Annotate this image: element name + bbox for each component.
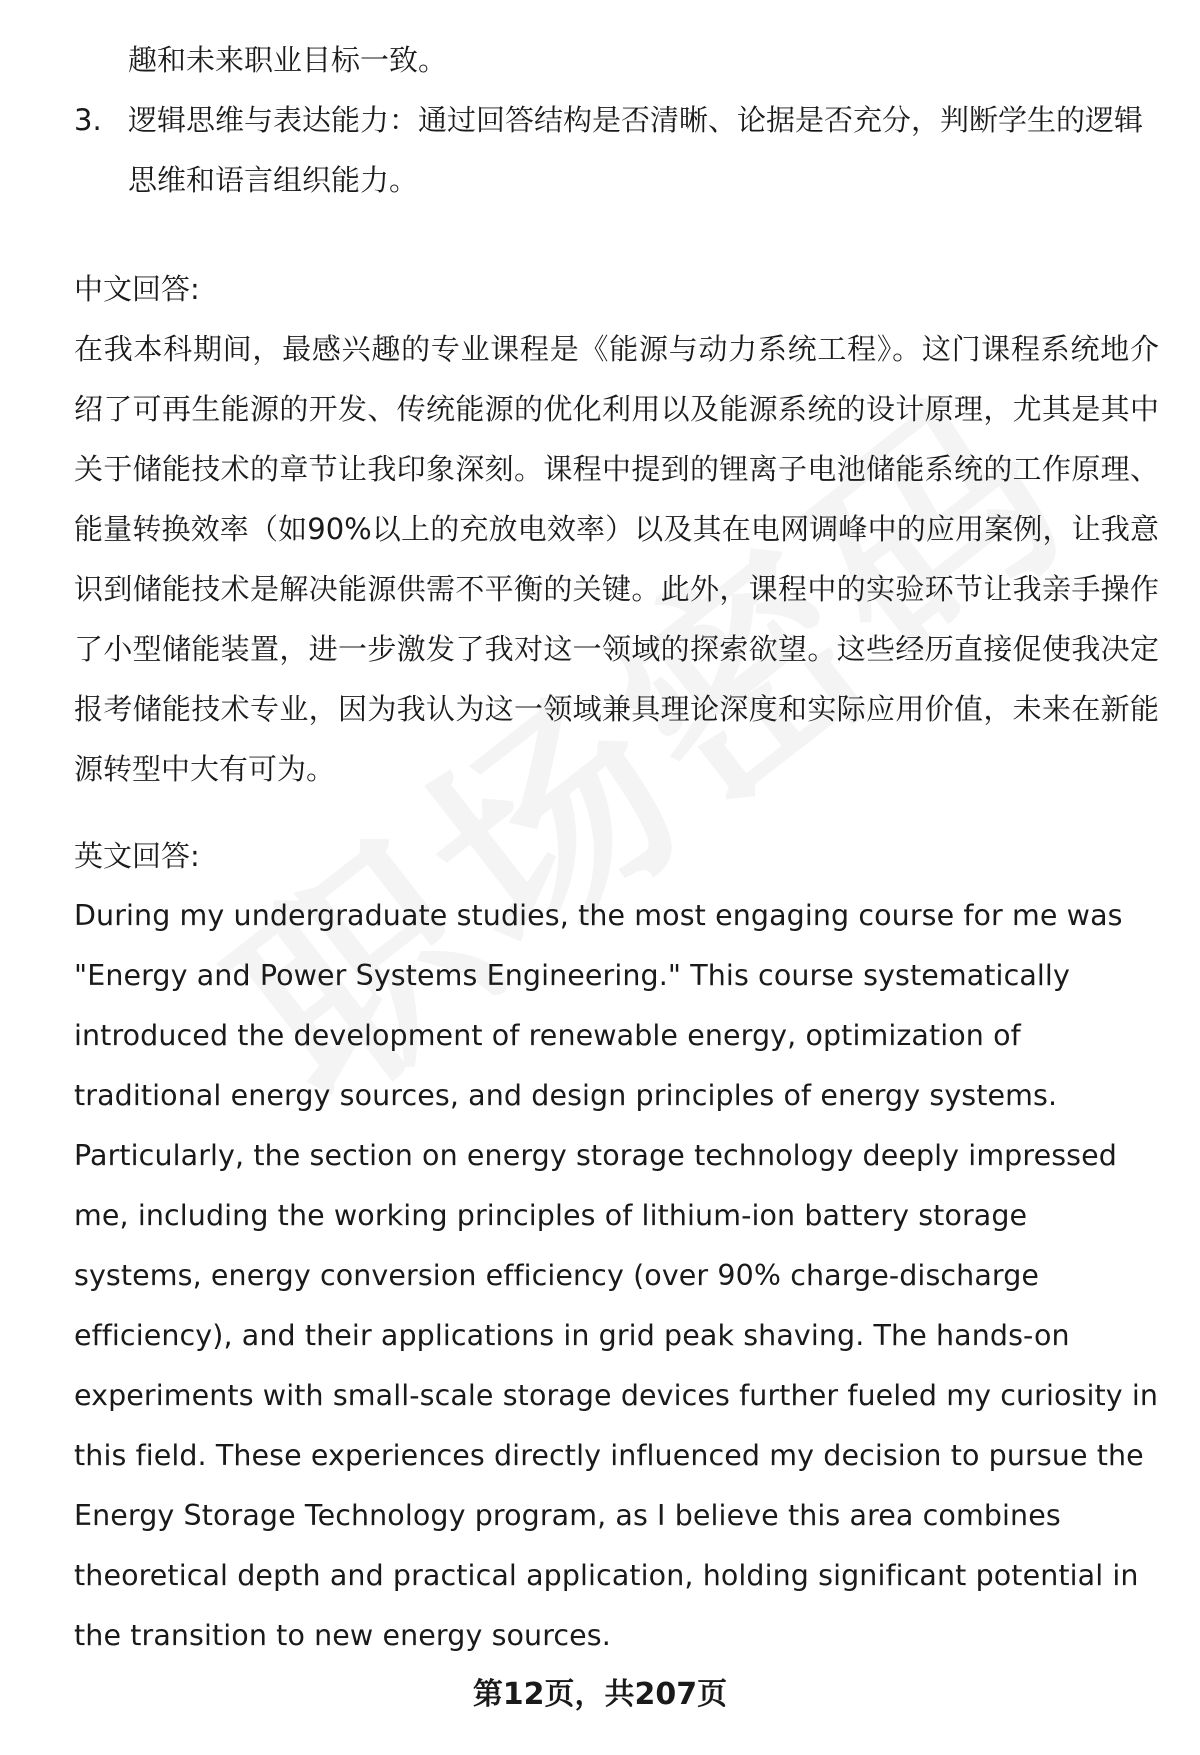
list-number: 3. [74, 103, 102, 137]
list-item-text: 逻辑思维与表达能力：通过回答结构是否清晰、论据是否充分，判断学生的逻辑思维和语言组织能力。 [128, 103, 1144, 197]
list-item-continuation: 趣和未来职业目标一致。 [128, 43, 448, 77]
english-answer-body: During my undergraduate studies, the most engaging course for me was "Energy and Power Systems Engineering." This course systematically introduced the development of renewable energy, optimization of traditional energy sources, and design principles of energy systems. Particularly, the section on energy storage technology deeply impressed me, including the working principles of lithium-ion battery storage systems, energy conversion efficiency (over 90% charge-discharge efficiency), and their applications in grid peak shaving. The hands-on experiments with small-scale storage devices further fueled my curiosity in this field. These experiences directly influenced my decision to pursue the Energy Storage Technology program, as I believe this area combines theoretical depth and practical application, holding significant potential in the transition to new energy sources. [74, 899, 1159, 1652]
chinese-answer-section [74, 259, 1159, 799]
list-item-3 [74, 90, 1154, 210]
chinese-answer-heading: 中文回答: [74, 272, 200, 306]
page-number-footer: 第12页，共207页 [472, 1677, 728, 1712]
chinese-answer-body: 在我本科期间，最感兴趣的专业课程是《能源与动力系统工程》。这门课程系统地介绍了可再生能源的开发、传统能源的优化利用以及能源系统的设计原理，尤其是其中关于储能技术的章节让我印象深刻。课程中提到的锂离子电池储能系统的工作原理、能量转换效率（如90%以上的充放电效率）以及其在电网调峰中的应用案例，让我意识到储能技术是解决能源供需不平衡的关键。此外，课程中的实验环节让我亲手操作了小型储能装置，进一步激发了我对这一领域的探索欲望。这些经历直接促使我决定报考储能技术专业，因为我认为这一领域兼具理论深度和实际应用价值，未来在新能源转型中大有可为。 [74, 332, 1159, 786]
english-answer-heading: 英文回答: [74, 839, 200, 873]
evaluation-criteria-list [74, 30, 1154, 210]
english-answer-section [74, 826, 1159, 1666]
